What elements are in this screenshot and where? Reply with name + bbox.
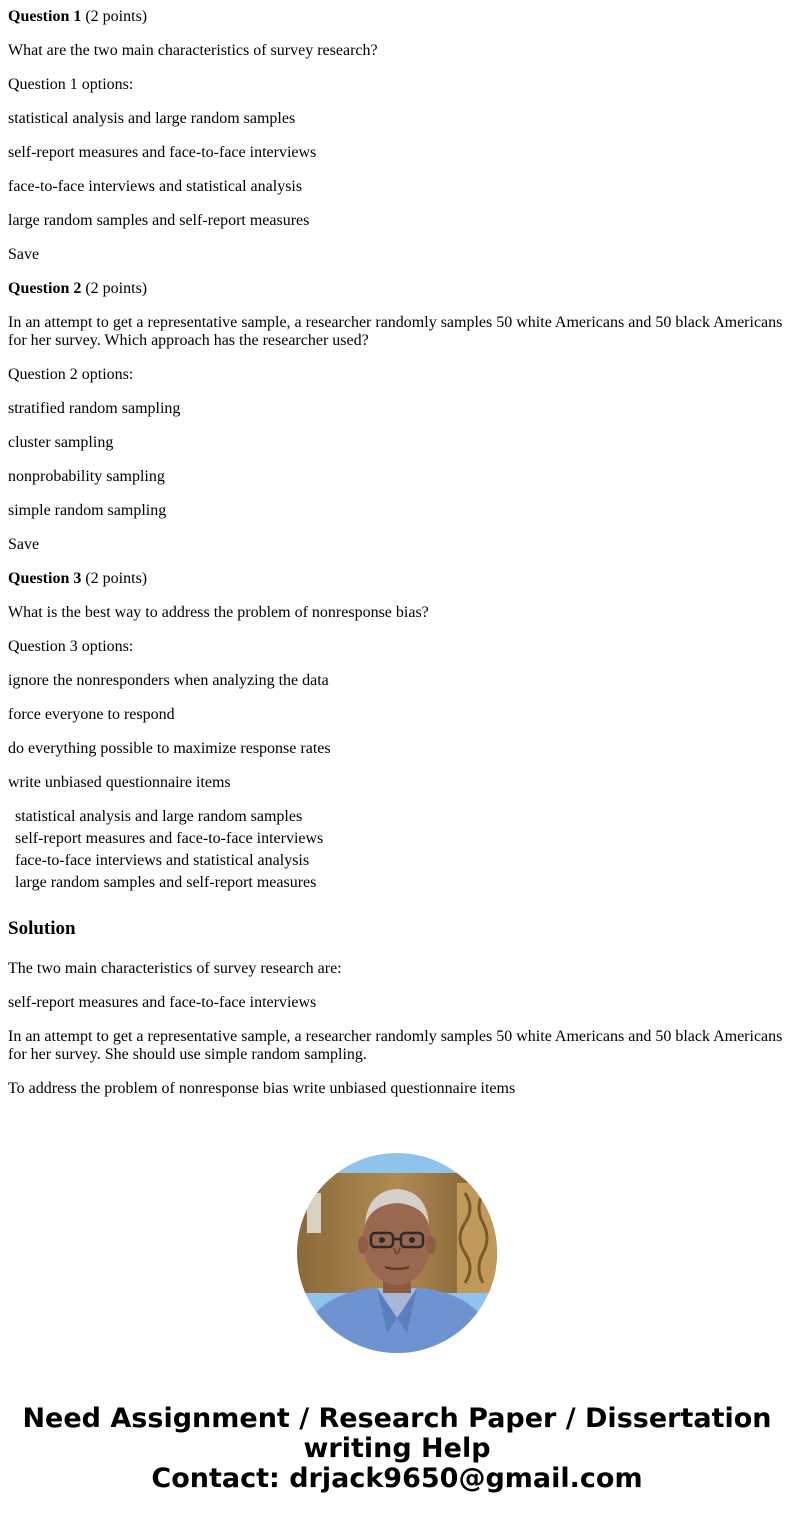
solution-paragraph-4: To address the problem of nonresponse bias write unbiased questionnaire items xyxy=(8,1080,516,1097)
question-2-label: Question 2 xyxy=(8,280,82,297)
solution-paragraph-3: In an attempt to get a representative sample, a researcher randomly samples 50 white Americans and 50 black Americans for her survey. She should use simple random sampling. xyxy=(8,1028,783,1063)
question-1-option-3[interactable]: face-to-face interviews and statistical analysis xyxy=(8,178,303,195)
question-1-points: (2 points) xyxy=(85,8,148,25)
solution-heading: Solution xyxy=(8,918,76,939)
question-2-option-3[interactable]: nonprobability sampling xyxy=(8,468,165,485)
question-2-save-button[interactable]: Save xyxy=(8,536,40,553)
question-3-options-label: Question 3 options: xyxy=(8,638,134,655)
promo-banner xyxy=(0,1404,794,1494)
person-portrait-icon xyxy=(297,1153,497,1353)
question-2-points: (2 points) xyxy=(85,280,148,297)
question-1-option-2[interactable]: self-report measures and face-to-face interviews xyxy=(8,144,317,161)
question-2-option-1[interactable]: stratified random sampling xyxy=(8,400,181,417)
question-1-save-button[interactable]: Save xyxy=(8,246,40,263)
question-1-text: What are the two main characteristics of survey research? xyxy=(8,42,378,59)
question-2-option-2[interactable]: cluster sampling xyxy=(8,434,114,451)
question-3-label: Question 3 xyxy=(8,570,82,587)
repeated-options-list xyxy=(15,806,786,894)
question-3-points: (2 points) xyxy=(85,570,148,587)
list-item: self-report measures and face-to-face interviews xyxy=(15,830,324,847)
question-2-option-4[interactable]: simple random sampling xyxy=(8,502,167,519)
question-3-option-2[interactable]: force everyone to respond xyxy=(8,706,175,723)
question-1-label: Question 1 xyxy=(8,8,82,25)
promo-line-2: writing Help xyxy=(303,1433,491,1464)
list-item: large random samples and self-report measures xyxy=(15,874,317,891)
question-3-option-4[interactable]: write unbiased questionnaire items xyxy=(8,774,231,791)
question-2-text: In an attempt to get a representative sample, a researcher randomly samples 50 white Americans and 50 black Americans for her survey. Which approach has the researcher used? xyxy=(8,314,783,349)
question-2-header xyxy=(8,280,786,298)
promo-contact[interactable]: Contact: drjack9650@gmail.com xyxy=(151,1463,643,1494)
solution-paragraph-2: self-report measures and face-to-face interviews xyxy=(8,994,317,1011)
question-3-option-1[interactable]: ignore the nonresponders when analyzing the data xyxy=(8,672,329,689)
question-3-header xyxy=(8,570,786,588)
promo-line-1: Need Assignment / Research Paper / Dissertation xyxy=(22,1403,772,1434)
question-1-options-label: Question 1 options: xyxy=(8,76,134,93)
question-3-option-3[interactable]: do everything possible to maximize response rates xyxy=(8,740,331,757)
question-1-option-4[interactable]: large random samples and self-report measures xyxy=(8,212,310,229)
solution-paragraph-1: The two main characteristics of survey research are: xyxy=(8,960,342,977)
avatar xyxy=(297,1153,497,1353)
document-body xyxy=(8,8,786,1114)
list-item: face-to-face interviews and statistical analysis xyxy=(15,852,310,869)
question-1-option-1[interactable]: statistical analysis and large random samples xyxy=(8,110,296,127)
question-1-header xyxy=(8,8,786,26)
list-item: statistical analysis and large random samples xyxy=(15,808,303,825)
question-2-options-label: Question 2 options: xyxy=(8,366,134,383)
question-3-text: What is the best way to address the problem of nonresponse bias? xyxy=(8,604,429,621)
